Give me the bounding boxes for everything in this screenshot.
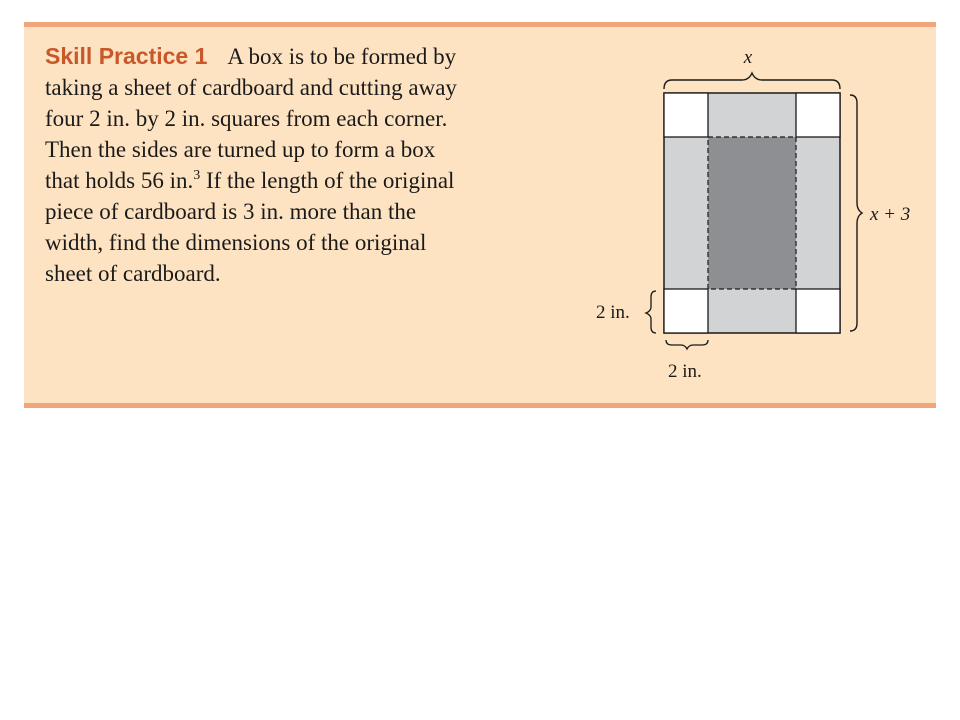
problem-line-1: Skill Practice 1 A box is to be formed by	[45, 43, 457, 69]
corner-square-bottom-right	[796, 289, 840, 333]
skill-practice-panel	[24, 22, 936, 408]
problem-line-5: that holds 56 in.$^3$ If the length of the original	[45, 168, 455, 193]
corner-height-brace	[646, 291, 656, 333]
corner-width-brace	[666, 340, 708, 349]
problem-line-8: sheet of cardboard.	[45, 261, 221, 286]
problem-line-6: piece of cardboard is 3 in. more than the	[45, 199, 417, 224]
corner-width-label: 2 in.	[668, 361, 702, 382]
width-label: x	[743, 47, 753, 68]
corner-square-top-right	[796, 93, 840, 137]
corner-square-top-left	[664, 93, 708, 137]
cubic-exponent: 3	[193, 168, 201, 183]
corner-square-bottom-left	[664, 289, 708, 333]
box-base	[708, 137, 796, 289]
problem-line-7: width, find the dimensions of the original	[45, 230, 427, 255]
width-brace	[664, 73, 840, 89]
problem-line-2: taking a sheet of cardboard and cutting away	[45, 75, 457, 100]
length-label: x + 3	[870, 204, 911, 225]
cardboard-diagram	[24, 27, 936, 403]
problem-line-4: Then the sides are turned up to form a box	[45, 137, 436, 162]
length-brace	[850, 95, 862, 331]
corner-height-label: 2 in.	[596, 302, 630, 323]
skill-practice-heading: Skill Practice 1	[45, 43, 208, 69]
problem-line-3: four 2 in. by 2 in. squares from each corner.	[45, 106, 448, 131]
